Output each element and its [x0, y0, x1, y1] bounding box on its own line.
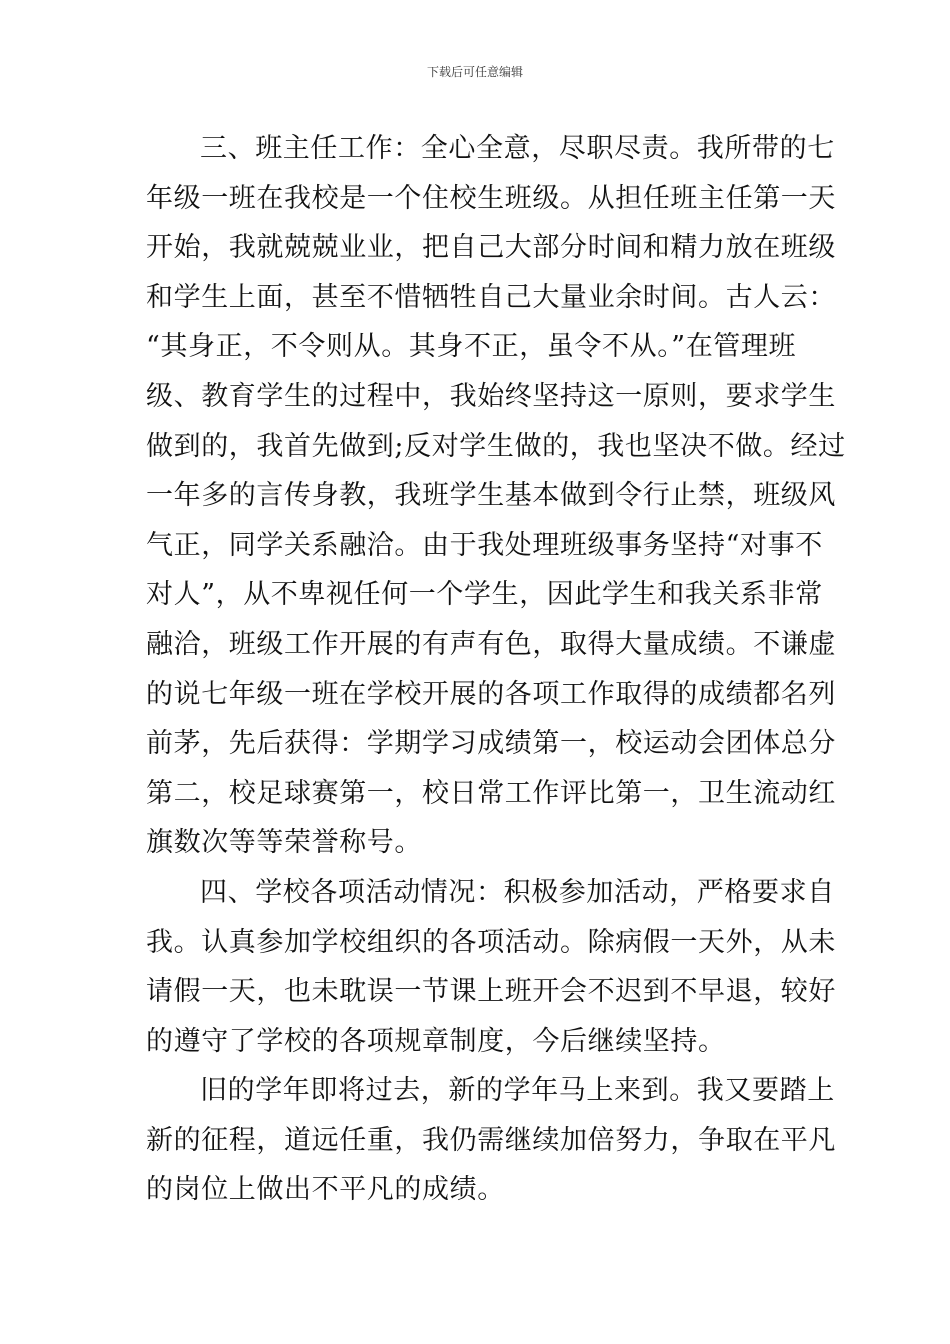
text-line: 气正，同学关系融洽。由于我处理班级事务坚持“对事不 [146, 529, 823, 561]
text-line: 融洽，班级工作开展的有声有色，取得大量成绩。不谦虚 [146, 628, 836, 660]
text-line: 旗数次等等荣誉称号。 [146, 827, 422, 859]
paragraph-class-teacher-work [146, 124, 846, 868]
paragraph-school-activities [146, 868, 836, 1066]
paragraph-conclusion [146, 1066, 836, 1215]
text-line: 开始，我就兢兢业业，把自己大部分时间和精力放在班级 [146, 232, 836, 264]
text-line: 旧的学年即将过去，新的学年马上来到。我又要踏上 [200, 1075, 835, 1107]
text-line: 对人”，从不卑视任何一个学生，因此学生和我关系非常 [146, 579, 823, 611]
text-line: 做到的，我首先做到;反对学生做的，我也坚决不做。经过 [146, 430, 846, 462]
text-line: 一年多的言传身教，我班学生基本做到令行止禁，班级风 [146, 480, 836, 512]
text-line: 第二，校足球赛第一，校日常工作评比第一，卫生流动红 [146, 777, 836, 809]
text-line: 年级一班在我校是一个住校生班级。从担任班主任第一天 [146, 182, 836, 214]
text-line: 新的征程，道远任重，我仍需继续加倍努力，争取在平凡 [146, 1124, 836, 1156]
text-line: 和学生上面，甚至不惜牺牲自己大量业余时间。古人云： [146, 281, 836, 313]
text-line: 四、学校各项活动情况：积极参加活动，严格要求自 [200, 876, 835, 908]
text-line: “其身正，不令则从。其身不正，虽令不从。”在管理班 [146, 331, 797, 363]
text-line: 我。认真参加学校组织的各项活动。除病假一天外，从未 [146, 926, 836, 958]
text-line: 级、教育学生的过程中，我始终坚持这一原则，要求学生 [146, 380, 836, 412]
text-line: 的遵守了学校的各项规章制度，今后继续坚持。 [146, 1025, 726, 1057]
page-header: 下载后可任意编辑 [426, 65, 523, 79]
text-line: 的岗位上做出不平凡的成绩。 [146, 1174, 505, 1206]
text-line: 请假一天，也未耽误一节课上班开会不迟到不早退，较好 [146, 976, 836, 1008]
text-line: 三、班主任工作：全心全意，尽职尽责。我所带的七 [200, 133, 835, 164]
document-body [146, 124, 846, 1215]
text-line: 前茅，先后获得：学期学习成绩第一，校运动会团体总分 [146, 728, 836, 760]
text-line: 的说七年级一班在学校开展的各项工作取得的成绩都名列 [146, 678, 836, 710]
